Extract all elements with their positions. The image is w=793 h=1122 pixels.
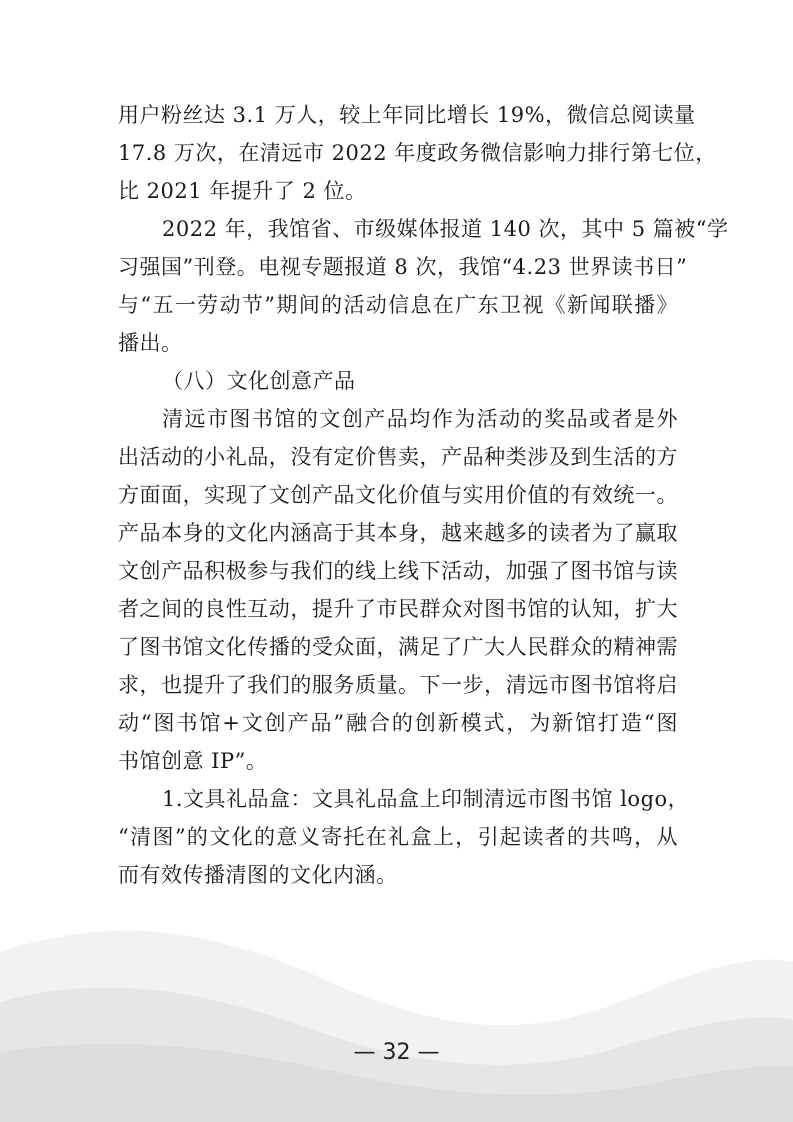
text-line: 文创产品积极参与我们的线上线下活动，加强了图书馆与读 bbox=[118, 559, 678, 583]
text-line: 动“图书馆+文创产品”融合的创新模式，为新馆打造“图 bbox=[118, 711, 678, 735]
text-line: 播出。 bbox=[118, 331, 183, 355]
text-line: 产品本身的文化内涵高于其本身，越来越多的读者为了赢取 bbox=[118, 521, 678, 545]
page-number: — 32 — bbox=[353, 1040, 440, 1065]
text-line: 习强国”刊登。电视专题报道 8 次，我馆“4.23 世界读书日” bbox=[118, 255, 688, 279]
section-heading: （八）文化创意产品 bbox=[162, 369, 356, 393]
text-line: 求，也提升了我们的服务质量。下一步，清远市图书馆将启 bbox=[118, 673, 678, 697]
text-line: 方面面，实现了文创产品文化价值与实用价值的有效统一。 bbox=[118, 483, 678, 507]
paragraph-start-line: 2022 年，我馆省、市级媒体报道 140 次，其中 5 篇被“学 bbox=[162, 217, 729, 241]
decorative-wave-footer bbox=[0, 892, 793, 1122]
text-line: 而有效传播清图的文化内涵。 bbox=[118, 863, 398, 887]
text-line: 与“五一劳动节”期间的活动信息在广东卫视《新闻联播》 bbox=[118, 293, 678, 317]
text-line: 了图书馆文化传播的受众面，满足了广大人民群众的精神需 bbox=[118, 635, 678, 659]
text-line: 比 2021 年提升了 2 位。 bbox=[118, 179, 367, 203]
text-line: “清图”的文化的意义寄托在礼盒上，引起读者的共鸣，从 bbox=[118, 825, 678, 849]
text-line: 用户粉丝达 3.1 万人，较上年同比增长 19%，微信总阅读量 bbox=[118, 103, 696, 127]
paragraph-start-line: 清远市图书馆的文创产品均作为活动的奖品或者是外 bbox=[162, 407, 678, 431]
document-body bbox=[118, 96, 729, 894]
text-line: 书馆创意 IP”。 bbox=[118, 749, 268, 773]
text-line: 出活动的小礼品，没有定价售卖，产品种类涉及到生活的方 bbox=[118, 445, 678, 469]
text-line: 17.8 万次，在清远市 2022 年度政务微信影响力排行第七位， bbox=[118, 141, 717, 165]
paragraph-start-line: 1.文具礼品盒：文具礼品盒上印制清远市图书馆 logo， bbox=[162, 787, 690, 811]
text-line: 者之间的良性互动，提升了市民群众对图书馆的认知，扩大 bbox=[118, 597, 678, 621]
